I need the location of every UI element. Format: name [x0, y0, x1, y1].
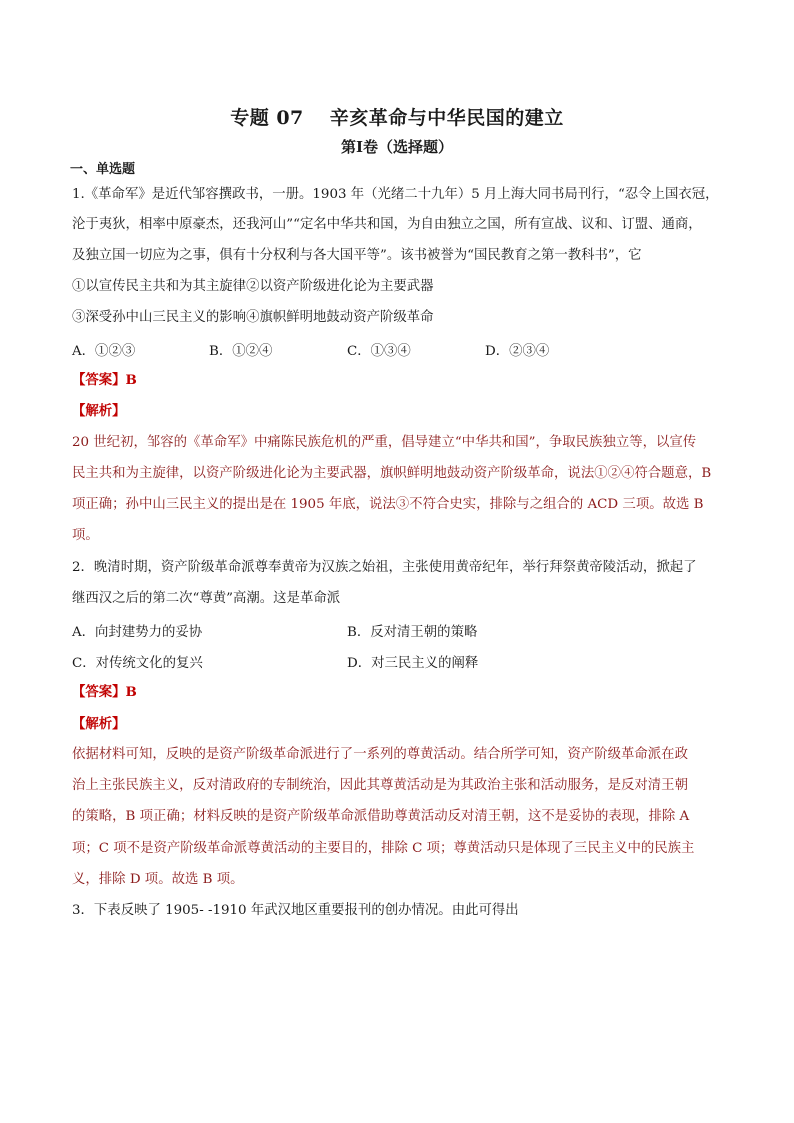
q2-analysis-line: 项；C 项不是资产阶级革命派尊黄活动的主要目的，排除 C 项；尊黄活动只是体现了三民主义中的民族主 — [72, 841, 695, 856]
q1-analysis-line: 项正确；孙中山三民主义的提出是在 1905 年底，说法③不符合史实，排除与之组合的 ACD 三项。故选 B — [72, 497, 704, 512]
q3-stem-line: 3．下表反映了 1905- -1910 年武汉地区重要报刊的创办情况。由此可得出 — [72, 903, 519, 918]
topic-number: 专题 07 — [230, 107, 304, 129]
q1-option-d: D．②③④ — [485, 344, 550, 359]
page-title — [0, 103, 794, 130]
q2-analysis-line: 依据材料可知，反映的是资产阶级革命派进行了一系列的尊黄活动。结合所学可知，资产阶级革命派在政 — [72, 747, 688, 762]
q2-answer: 【答案】B — [72, 684, 137, 700]
q2-stem-line: 继西汉之后的第二次“尊黄”高潮。这是革命派 — [72, 591, 341, 606]
q1-option-a: A．①②③ — [72, 344, 136, 359]
q1-option-b: B．①②④ — [209, 344, 273, 359]
q2-analysis-line: 的策略，B 项正确；材料反映的是资产阶级革命派借助尊黄活动反对清王朝，这不是妥协的表现，排除 A — [72, 809, 690, 824]
q1-analysis-line: 项。 — [72, 528, 99, 543]
q2-analysis-line: 治上主张民族主义，反对清政府的专制统治，因此其尊黄活动是为其政治主张和活动服务，是反对清王朝 — [72, 778, 688, 793]
q1-stem-line: 1.《革命军》是近代邹容撰政书，一册。1903 年（光绪二十九年）5 月上海大同书局刊行，“忍令上国衣冠， — [72, 187, 719, 202]
q1-statement-line: ③深受孙中山三民主义的影响④旗帜鲜明地鼓动资产阶级革命 — [72, 310, 434, 325]
q1-analysis-line: 民主共和为主旋律，以资产阶级进化论为主要武器，旗帜鲜明地鼓动资产阶级革命，说法①②④符合题意，B — [72, 466, 712, 481]
volume-title: 第Ⅰ卷（选择题） — [340, 138, 454, 156]
q2-analysis-label: 【解析】 — [72, 716, 126, 732]
q2-stem-line: 2．晚清时期，资产阶级革命派尊奉黄帝为汉族之始祖，主张使用黄帝纪年，举行拜祭黄帝陵活动，掀起了 — [72, 560, 697, 575]
q1-analysis-line: 20 世纪初，邹容的《革命军》中痛陈民族危机的严重，倡导建立“中华共和国”，争取民族独立等，以宣传 — [72, 435, 697, 450]
section-heading: 一、单选题 — [70, 162, 136, 177]
q2-analysis-line: 义，排除 D 项。故选 B 项。 — [72, 872, 244, 887]
topic-title: 辛亥革命与中华民国的建立 — [329, 107, 564, 129]
q1-stem-line: 及独立国一切应为之事，俱有十分权利与各大国平等”。该书被誉为“国民教育之第一教科书”，它 — [72, 248, 642, 263]
q2-option-c: C．对传统文化的复兴 — [72, 656, 203, 671]
q1-analysis-label: 【解析】 — [72, 403, 126, 419]
q1-option-c: C．①③④ — [347, 344, 411, 359]
q1-stem-line: 沦于夷狄，相率中原豪杰，还我河山”“定名中华共和国，为自由独立之国，所有宣战、议和、订盟、通商， — [72, 217, 702, 232]
q2-option-b: B．反对清王朝的策略 — [347, 625, 478, 640]
q1-answer: 【答案】B — [72, 372, 137, 388]
q2-option-d: D．对三民主义的阐释 — [347, 656, 479, 671]
q1-statement-line: ①以宣传民主共和为其主旋律②以资产阶级进化论为主要武器 — [72, 279, 434, 294]
q2-option-a: A．向封建势力的妥协 — [72, 625, 203, 640]
